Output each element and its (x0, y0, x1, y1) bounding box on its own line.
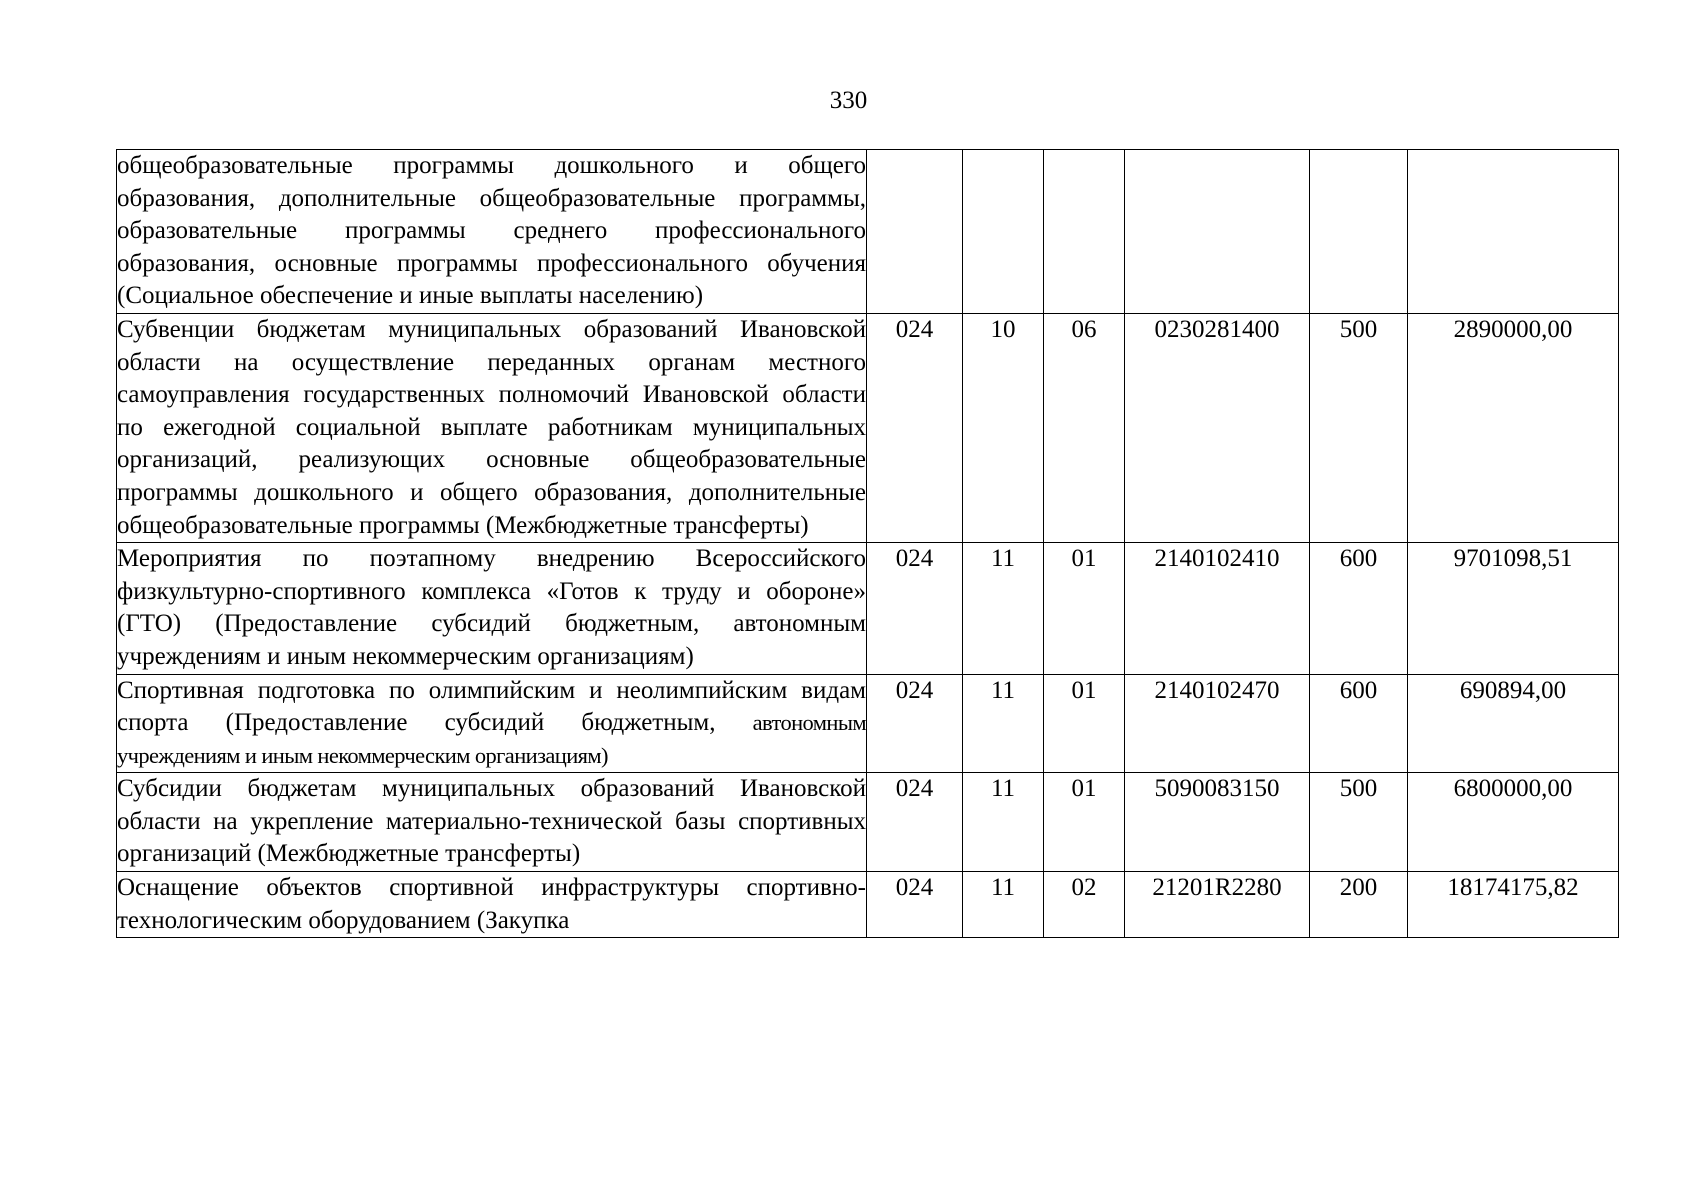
section-code: 11 (963, 872, 1044, 938)
subsection-code: 01 (1044, 674, 1125, 773)
ministry-code: 024 (867, 773, 963, 872)
table-row (117, 872, 1619, 938)
ministry-code: 024 (867, 674, 963, 773)
table-row (117, 150, 1619, 314)
expense-type-code: 500 (1310, 313, 1408, 542)
row-description: Субвенции бюджетам муниципальных образований Ивановской области на осуществление переданных органам местного самоуправления государственных полномочий Ивановской области по ежегодной социальной выплате работникам муниципальных организаций, реализующих основные общеобразовательные программы дошкольного и общего образования, дополнительные общеобразовательные программы (Межбюджетные трансферты) (117, 313, 867, 542)
ministry-code: 024 (867, 313, 963, 542)
subsection-code: 06 (1044, 313, 1125, 542)
table-row (117, 313, 1619, 542)
section-code: 11 (963, 543, 1044, 674)
table-row (117, 543, 1619, 674)
subsection-code (1044, 150, 1125, 314)
target-article-code: 2140102470 (1125, 674, 1310, 773)
row-description-tail: автономным учреждениям и иным некоммерческим организациям) (117, 710, 867, 768)
amount-value: 18174175,82 (1408, 872, 1619, 938)
amount-value: 2890000,00 (1408, 313, 1619, 542)
expense-type-code: 200 (1310, 872, 1408, 938)
target-article-code: 21201R2280 (1125, 872, 1310, 938)
expense-type-code: 600 (1310, 674, 1408, 773)
target-article-code (1125, 150, 1310, 314)
table-row (117, 773, 1619, 872)
section-code (963, 150, 1044, 314)
target-article-code: 0230281400 (1125, 313, 1310, 542)
section-code: 10 (963, 313, 1044, 542)
subsection-code: 01 (1044, 543, 1125, 674)
amount-value (1408, 150, 1619, 314)
ministry-code: 024 (867, 872, 963, 938)
subsection-code: 02 (1044, 872, 1125, 938)
row-description: Субсидии бюджетам муниципальных образований Ивановской области на укрепление материально-технической базы спортивных организаций (Межбюджетные трансферты) (117, 773, 867, 872)
expense-type-code: 600 (1310, 543, 1408, 674)
row-description (117, 674, 867, 773)
amount-value: 9701098,51 (1408, 543, 1619, 674)
row-description: общеобразовательные программы дошкольного и общего образования, дополнительные общеобразовательные программы, образовательные программы среднего профессионального образования, основные программы профессионального обучения (Социальное обеспечение и иные выплаты населению) (117, 150, 867, 314)
row-description-main: Спортивная подготовка по олимпийским и неолимпийским видам спорта (Предоставление субсидий бюджетным, (117, 676, 866, 737)
section-code: 11 (963, 674, 1044, 773)
ministry-code: 024 (867, 543, 963, 674)
subsection-code: 01 (1044, 773, 1125, 872)
table-row (117, 674, 1619, 773)
page-number: 330 (829, 87, 868, 114)
amount-value: 690894,00 (1408, 674, 1619, 773)
section-code: 11 (963, 773, 1044, 872)
row-description: Мероприятия по поэтапному внедрению Всероссийского физкультурно-спортивного комплекса «Готов к труду и обороне» (ГТО) (Предоставление субсидий бюджетным, автономным учреждениям и иным некоммерческим организациям) (117, 543, 867, 674)
row-description: Оснащение объектов спортивной инфраструктуры спортивно-технологическим оборудованием (Закупка (117, 872, 867, 938)
expense-type-code (1310, 150, 1408, 314)
ministry-code (867, 150, 963, 314)
amount-value: 6800000,00 (1408, 773, 1619, 872)
expense-type-code: 500 (1310, 773, 1408, 872)
budget-table (116, 149, 1619, 938)
target-article-code: 5090083150 (1125, 773, 1310, 872)
target-article-code: 2140102410 (1125, 543, 1310, 674)
